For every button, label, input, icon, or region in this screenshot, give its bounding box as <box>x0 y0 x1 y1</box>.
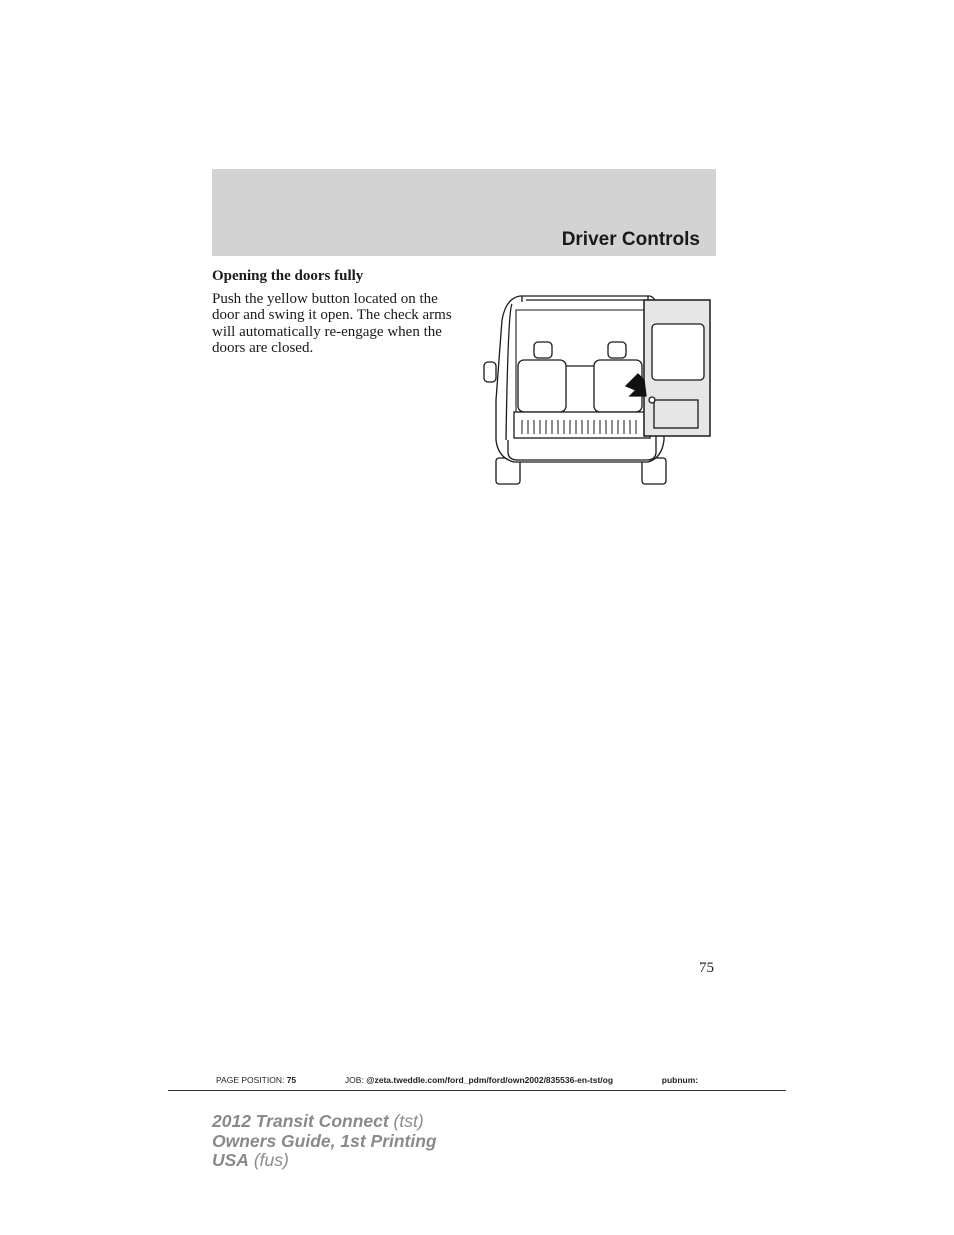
page-position-value: 75 <box>286 1075 297 1085</box>
job-info-line <box>216 1075 698 1085</box>
subheading: Opening the doors fully <box>212 268 364 284</box>
footer-model-code: (tst) <box>388 1111 424 1131</box>
footer-line-1 <box>212 1112 437 1132</box>
job-label: JOB: <box>344 1075 364 1085</box>
body-paragraph: Push the yellow button located on the door and swing it open. The check arms will automatically re-engage when the doors are closed. <box>212 291 452 357</box>
pubnum-label: pubnum: <box>661 1075 699 1085</box>
footer-line-3 <box>212 1151 437 1171</box>
section-title: Driver Controls <box>561 229 700 250</box>
footer-line-2 <box>212 1132 437 1152</box>
footer-model: 2012 Transit Connect <box>212 1111 389 1131</box>
page-number: 75 <box>699 960 714 976</box>
footer-guide: Owners Guide, 1st Printing <box>212 1130 437 1151</box>
page-position-label: PAGE POSITION: <box>216 1075 285 1085</box>
job-value: @zeta.tweddle.com/ford_pdm/ford/own2002/835536-en-tst/og <box>366 1075 614 1085</box>
footer-divider <box>168 1090 786 1091</box>
footer-market-code: (fus) <box>248 1150 289 1170</box>
van-rear-door-illustration <box>478 290 714 498</box>
footer-market: USA <box>212 1150 249 1170</box>
publication-footer <box>212 1112 437 1171</box>
section-header-band <box>212 169 716 256</box>
